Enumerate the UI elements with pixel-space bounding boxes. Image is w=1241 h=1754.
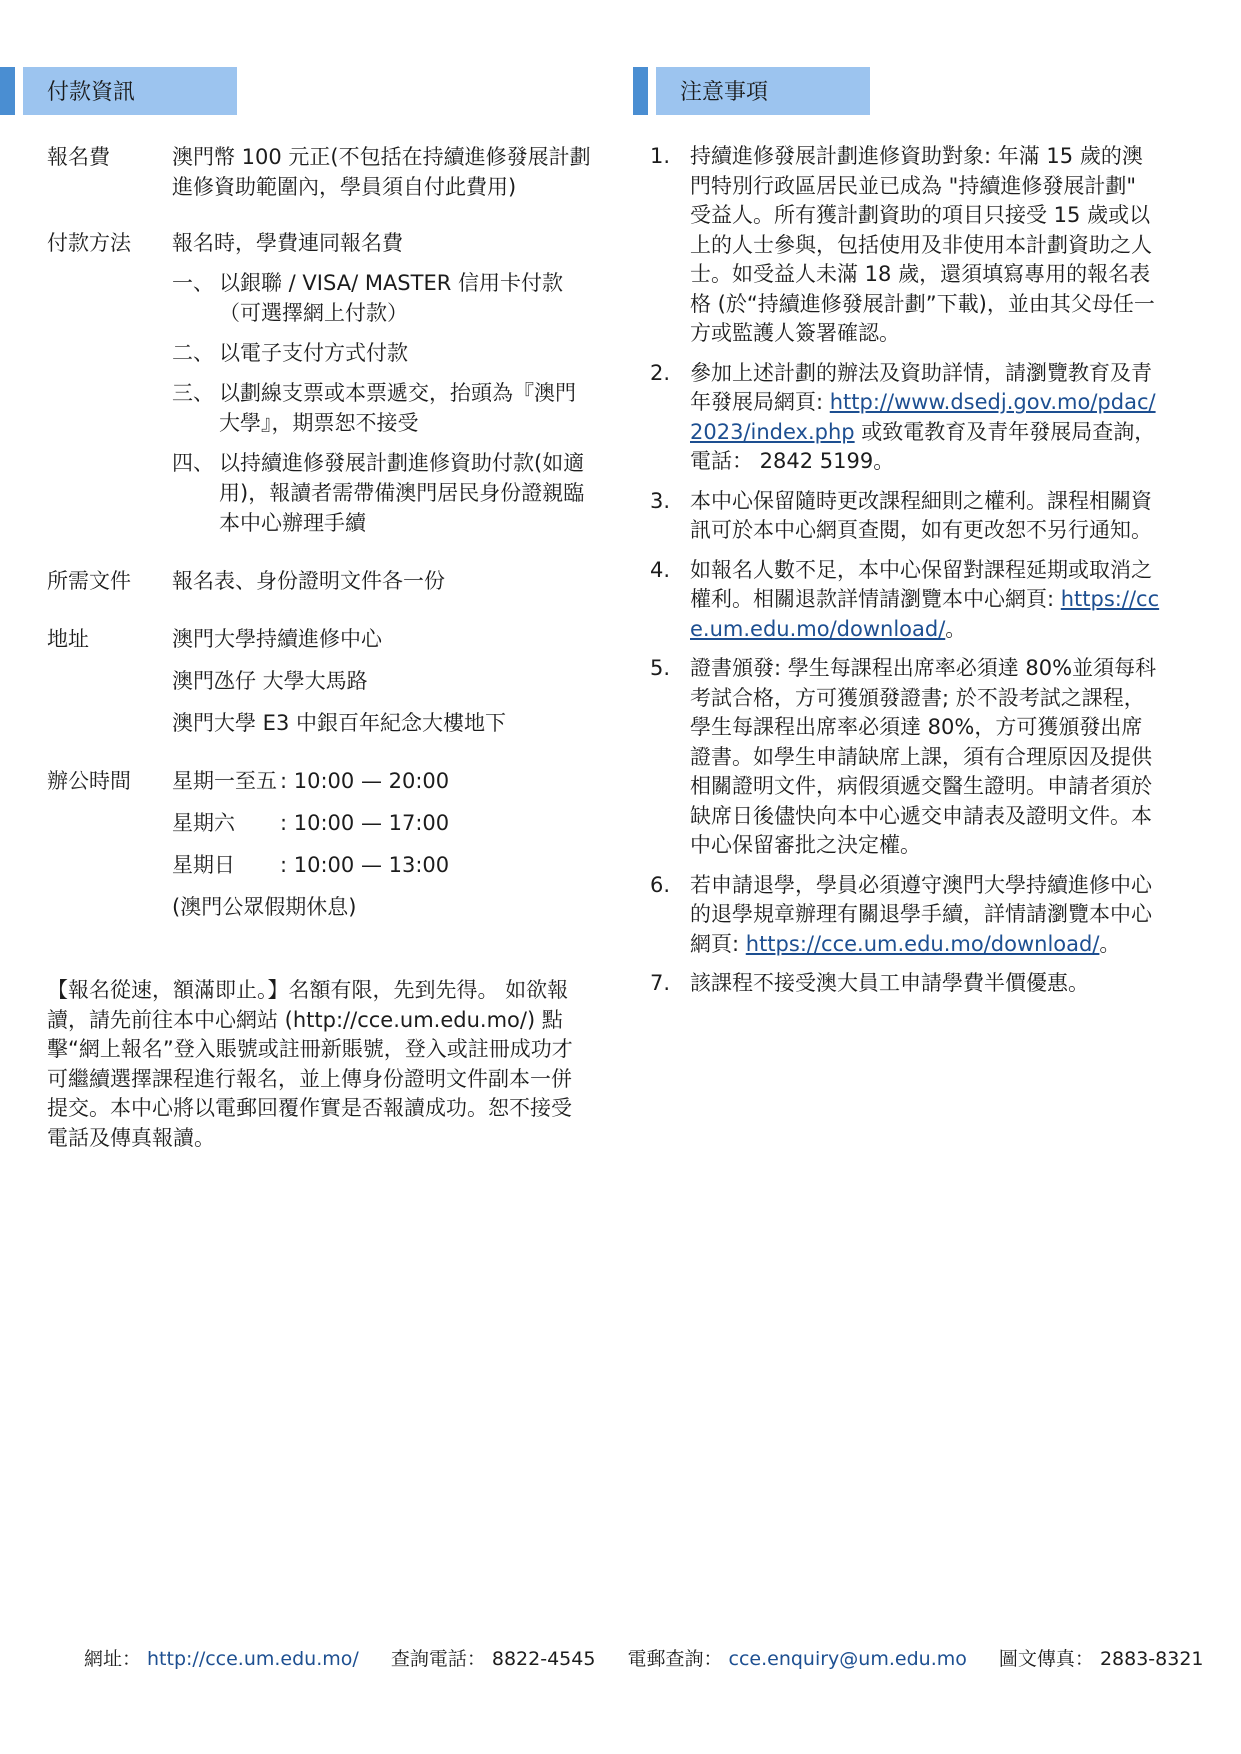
address-line: 澳門大學持續進修中心 xyxy=(172,627,382,651)
header-box xyxy=(23,67,237,115)
address-label: 地址 xyxy=(47,627,89,651)
hours-list xyxy=(172,766,592,922)
header-accent-bar xyxy=(633,67,648,115)
note-text xyxy=(690,359,1160,477)
address-line: 澳門大學 E3 中銀百年紀念大樓地下 xyxy=(172,711,506,735)
note-number: 5. xyxy=(650,656,671,680)
hours-day: 星期六 xyxy=(172,811,235,835)
registration-paragraph: 【報名從速，額滿即止。】名額有限，先到先得。 如欲報讀，請先前往本中心網站 (http://cce.um.edu.mo/) 點擊“網上報名”登入賬號或註冊新賬號，登入或註冊成功才可繼續選擇課程進行報名，並上傳身份證明文件副本一併提交。本中心將以電郵回覆作實是否報讀成功。恕不接受電話及傳真報讀。 xyxy=(47,978,573,1150)
note-item xyxy=(650,487,1160,546)
docs-value: 報名表、身份證明文件各一份 xyxy=(172,569,445,593)
method-text: 以劃線支票或本票遞交，抬頭為『澳門大學』，期票恕不接受 xyxy=(219,381,576,435)
note-text-pre: 如報名人數不足，本中心保留對課程延期或取消之權利。相關退款詳情請瀏覽本中心網頁: xyxy=(690,557,1152,611)
note-text: 持續進修發展計劃進修資助對象: 年滿 15 歲的澳門特別行政區居民並已成為 "持續進修發展計劃" 受益人。所有獲計劃資助的項目只接受 15 歲或以上的人士參與，包括使用及非使用本計劃資助之人士。如受益人未滿 18 歲，還須填寫專用的報名表格 (於“持續進修發展計劃”下載)，並由其父母任一方或監護人簽署確認。 xyxy=(690,144,1155,345)
note-text: 本中心保留隨時更改課程細則之權利。課程相關資訊可於本中心網頁查閱，如有更改恕不另行通知。 xyxy=(690,488,1152,542)
notes-section-header xyxy=(633,67,873,115)
phone-value: 8822-4545 xyxy=(491,1648,596,1670)
hours-time: : 10:00 — 13:00 xyxy=(280,853,450,877)
note-item xyxy=(650,969,1160,999)
note-text-post: 。 xyxy=(1099,931,1121,956)
hours-item xyxy=(172,808,592,838)
note-item xyxy=(650,359,1160,477)
address-line: 澳門氹仔 大學大馬路 xyxy=(172,669,368,693)
method-list xyxy=(172,228,592,538)
note-text-pre: 參加上述計劃的辦法及資助詳情，請瀏覽教育及青年發展局網頁: xyxy=(690,360,1152,414)
note-number: 7. xyxy=(650,971,671,995)
note-text: 該課程不接受澳大員工申請學費半價優惠。 xyxy=(690,971,1089,995)
note-text-pre: 若申請退學，學員必須遵守澳門大學持續進修中心的退學規章辦理有關退學手續，詳情請瀏覽本中心網頁: xyxy=(690,872,1152,956)
hours-time: : 10:00 — 17:00 xyxy=(280,811,450,835)
hours-day: 星期日 xyxy=(172,853,235,877)
hours-item xyxy=(172,850,592,880)
email-link[interactable]: cce.enquiry@um.edu.mo xyxy=(728,1648,967,1670)
notes-section-title: 注意事項 xyxy=(680,80,769,105)
hours-time: : 10:00 — 20:00 xyxy=(280,769,450,793)
hours-label: 辦公時間 xyxy=(47,769,131,793)
payment-section-title: 付款資訊 xyxy=(47,80,136,105)
footer-contact xyxy=(84,1646,1204,1672)
fee-value: 澳門幣 100 元正(不包括在持續進修發展計劃進修資助範圍內，學員須自付此費用) xyxy=(172,145,591,199)
note-item xyxy=(650,142,1160,349)
fax-value: 2883-8321 xyxy=(1099,1648,1204,1670)
note-text xyxy=(690,556,1160,645)
method-intro: 報名時，學費連同報名費 xyxy=(172,231,403,255)
note-number: 3. xyxy=(650,488,671,513)
note-text: 證書頒發: 學生每課程出席率必須達 80%並須每科考試合格，方可獲頒發證書; 於不設考試之課程，學生每課程出席率必須達 80%，方可獲頒發出席證書。如學生申請缺席上課，須有合理原因及提供相關證明文件，病假須遞交醫生證明。申請者須於缺席日後儘快向本中心遞交申請表及證明文件。本中心保留審批之決定權。 xyxy=(690,656,1157,857)
method-number: 三、 xyxy=(172,381,214,405)
payment-section-header xyxy=(0,67,240,115)
method-item xyxy=(172,448,592,538)
note-number: 1. xyxy=(650,144,671,168)
method-text: 以電子支付方式付款 xyxy=(219,341,408,365)
address-row xyxy=(47,624,592,738)
note-item xyxy=(650,871,1160,960)
note-text-post: 或致電教育及青年發展局查詢，電話： 2842 5199。 xyxy=(690,419,1156,473)
method-number: 一、 xyxy=(172,271,214,295)
address-lines xyxy=(172,624,592,738)
method-label: 付款方法 xyxy=(47,231,131,255)
hours-day: 星期一至五 xyxy=(172,769,277,793)
hours-row xyxy=(47,766,592,922)
note-item xyxy=(650,654,1160,861)
method-item xyxy=(172,268,592,328)
method-text: 以銀聯 / VISA/ MASTER 信用卡付款（可選擇網上付款） xyxy=(219,271,563,325)
website-label: 網址： xyxy=(84,1648,142,1670)
docs-row xyxy=(47,566,592,596)
download-link[interactable]: https://cce.um.edu.mo/download/ xyxy=(690,587,1160,641)
header-box xyxy=(656,67,870,115)
method-item xyxy=(172,378,592,438)
method-text: 以持續進修發展計劃進修資助付款(如適用)，報讀者需帶備澳門居民身份證親臨本中心辦理手續 xyxy=(219,451,585,535)
website-link[interactable]: http://cce.um.edu.mo/ xyxy=(147,1648,359,1670)
method-number: 四、 xyxy=(172,451,214,475)
docs-label: 所需文件 xyxy=(47,569,131,593)
holiday-note: (澳門公眾假期休息) xyxy=(172,895,357,919)
note-number: 2. xyxy=(650,360,671,385)
fee-row xyxy=(47,142,592,202)
header-accent-bar xyxy=(0,67,15,115)
note-text xyxy=(690,871,1160,960)
note-number: 4. xyxy=(650,557,671,582)
note-text-post: 。 xyxy=(945,616,967,641)
fee-label: 報名費 xyxy=(47,145,110,169)
phone-label: 查詢電話： xyxy=(390,1648,486,1670)
payment-info xyxy=(47,142,592,922)
notes-list xyxy=(650,142,1160,1009)
method-item xyxy=(172,338,592,368)
fax-label: 圖文傳真： xyxy=(998,1648,1094,1670)
dsedj-link[interactable]: http://www.dsedj.gov.mo/pdac/2023/index.php xyxy=(690,390,1156,444)
note-number: 6. xyxy=(650,872,671,897)
method-row xyxy=(47,228,592,538)
email-label: 電郵查詢： xyxy=(627,1648,723,1670)
note-item xyxy=(650,556,1160,645)
method-number: 二、 xyxy=(172,341,214,365)
hours-item xyxy=(172,766,592,796)
download-link[interactable]: https://cce.um.edu.mo/download/ xyxy=(745,931,1100,956)
